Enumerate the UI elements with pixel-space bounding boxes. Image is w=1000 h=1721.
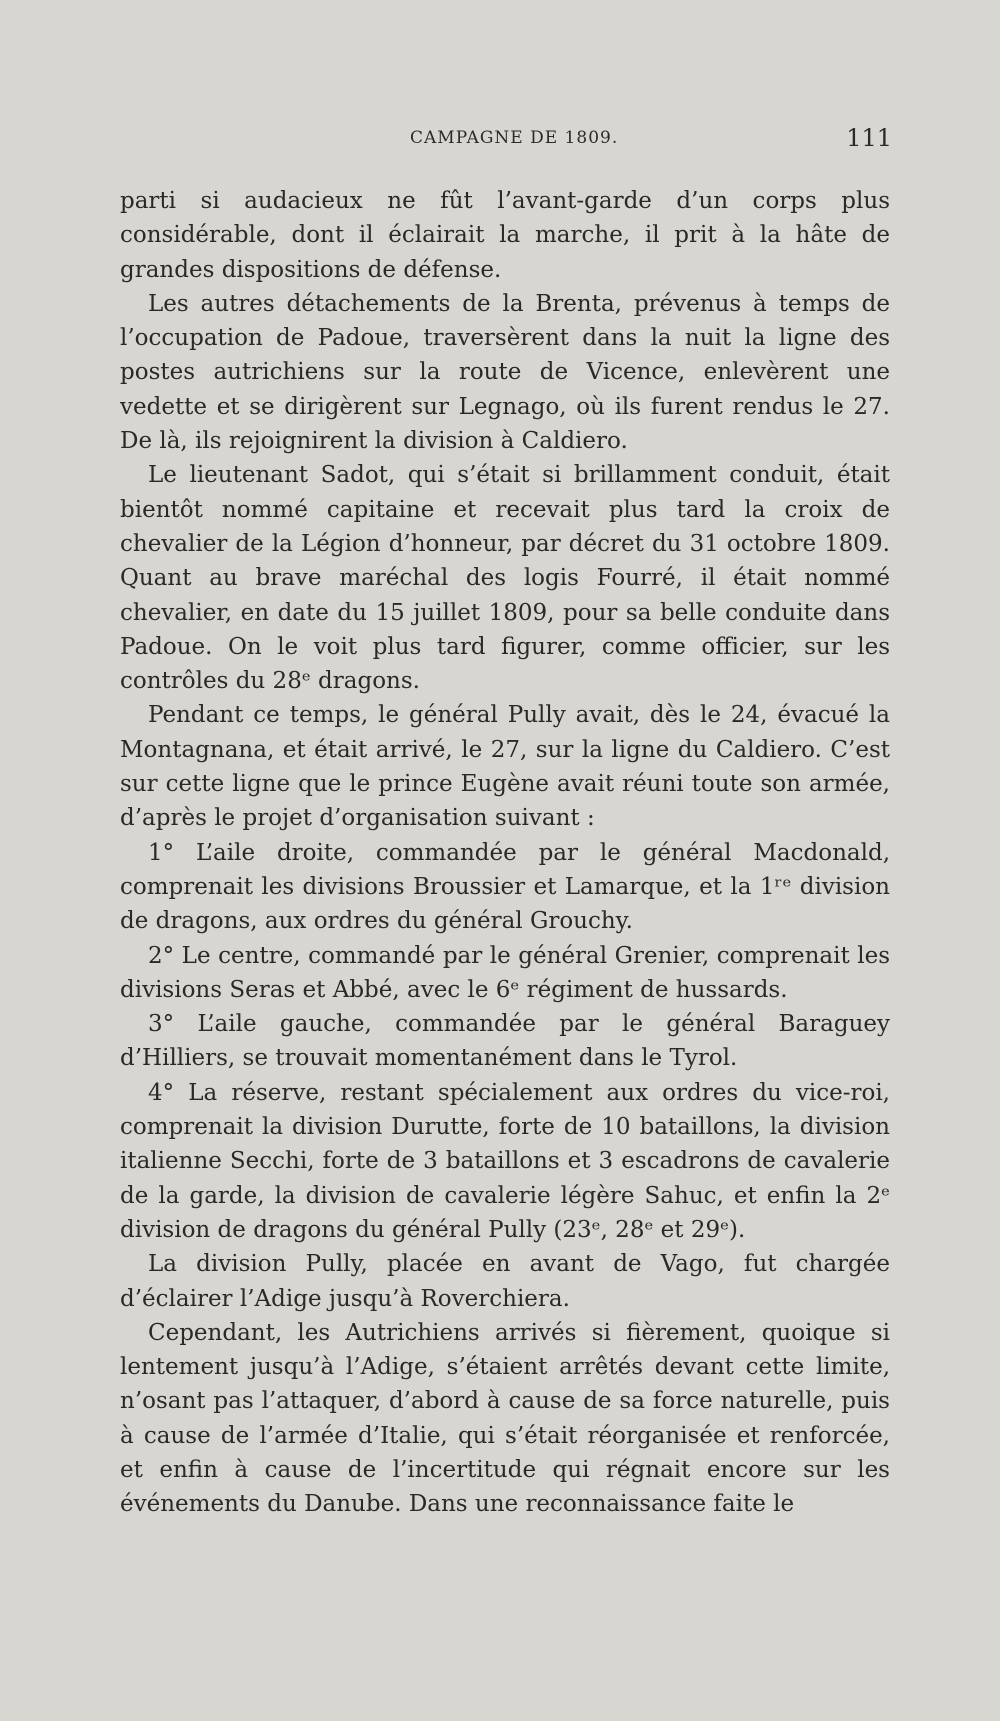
paragraph: Le lieutenant Sadot, qui s’était si brillamment conduit, était bientôt nommé capitaine et recevait plus tard la croix de chevalier de la Légion d’honneur, par décret du 31 octobre 1809. Quant au brave maréchal des logis Fourré, il était nommé chevalier, en date du 15 juillet 1809, pour sa belle conduite dans Padoue. On le voit plus tard figurer, comme officier, sur les contrôles du 28ᵉ dragons. [120,462,890,695]
paragraph: La division Pully, placée en avant de Vago, fut chargée d’éclairer l’Adige jusqu’à Roverchiera. [120,1251,890,1312]
paragraph: Pendant ce temps, le général Pully avait, dès le 24, évacué la Montagnana, et était arrivé, le 27, sur la ligne du Caldiero. C’est sur cette ligne que le prince Eugène avait réuni toute son armée, d’après le projet d’organisation suivant : [120,702,890,832]
list-item: 2° Le centre, commandé par le général Grenier, comprenait les divisions Seras et Abbé, avec le 6ᵉ régiment de hussards. [120,942,890,1003]
paragraph: parti si audacieux ne fût l’avant-garde d’un corps plus considérable, dont il éclairait la marche, il prit à la hâte de grandes dispositions de défense. [120,188,890,283]
list-item: 3° L’aile gauche, commandée par le général Baraguey d’Hilliers, se trouvait momentanément dans le Tyrol. [120,1011,890,1072]
page-header [120,124,892,158]
page-number: 111 [846,124,892,152]
paragraph: Cependant, les Autrichiens arrivés si fièrement, quoique si lentement jusqu’à l’Adige, s’étaient arrêtés devant cette limite, n’osant pas l’attaquer, d’abord à cause de sa force naturelle, puis à cause de l’armée d’Italie, qui s’était réorganisée et renforcée, et enfin à cause de l’incertitude qui régnait encore sur les événements du Danube. Dans une reconnaissance faite le [120,1319,890,1518]
running-title: CAMPAGNE DE 1809. [410,128,619,148]
body-text [120,184,890,1522]
paragraph: Les autres détachements de la Brenta, prévenus à temps de l’occupation de Padoue, traversèrent dans la nuit la ligne des postes autrichiens sur la route de Vicence, enlevèrent une vedette et se dirigèrent sur Legnago, où ils furent rendus le 27. De là, ils rejoignirent la division à Caldiero. [120,290,890,455]
list-item: 4° La réserve, restant spécialement aux ordres du vice-roi, comprenait la division Durutte, forte de 10 bataillons, la division italienne Secchi, forte de 3 bataillons et 3 escadrons de cavalerie de la garde, la division de cavalerie légère Sahuc, et enfin la 2ᵉ division de dragons du général Pully (23ᵉ, 28ᵉ et 29ᵉ). [120,1079,890,1243]
list-item: 1° L’aile droite, commandée par le général Macdonald, comprenait les divisions Broussier et Lamarque, et la 1ʳᵉ division de dragons, aux ordres du général Grouchy. [120,839,890,935]
